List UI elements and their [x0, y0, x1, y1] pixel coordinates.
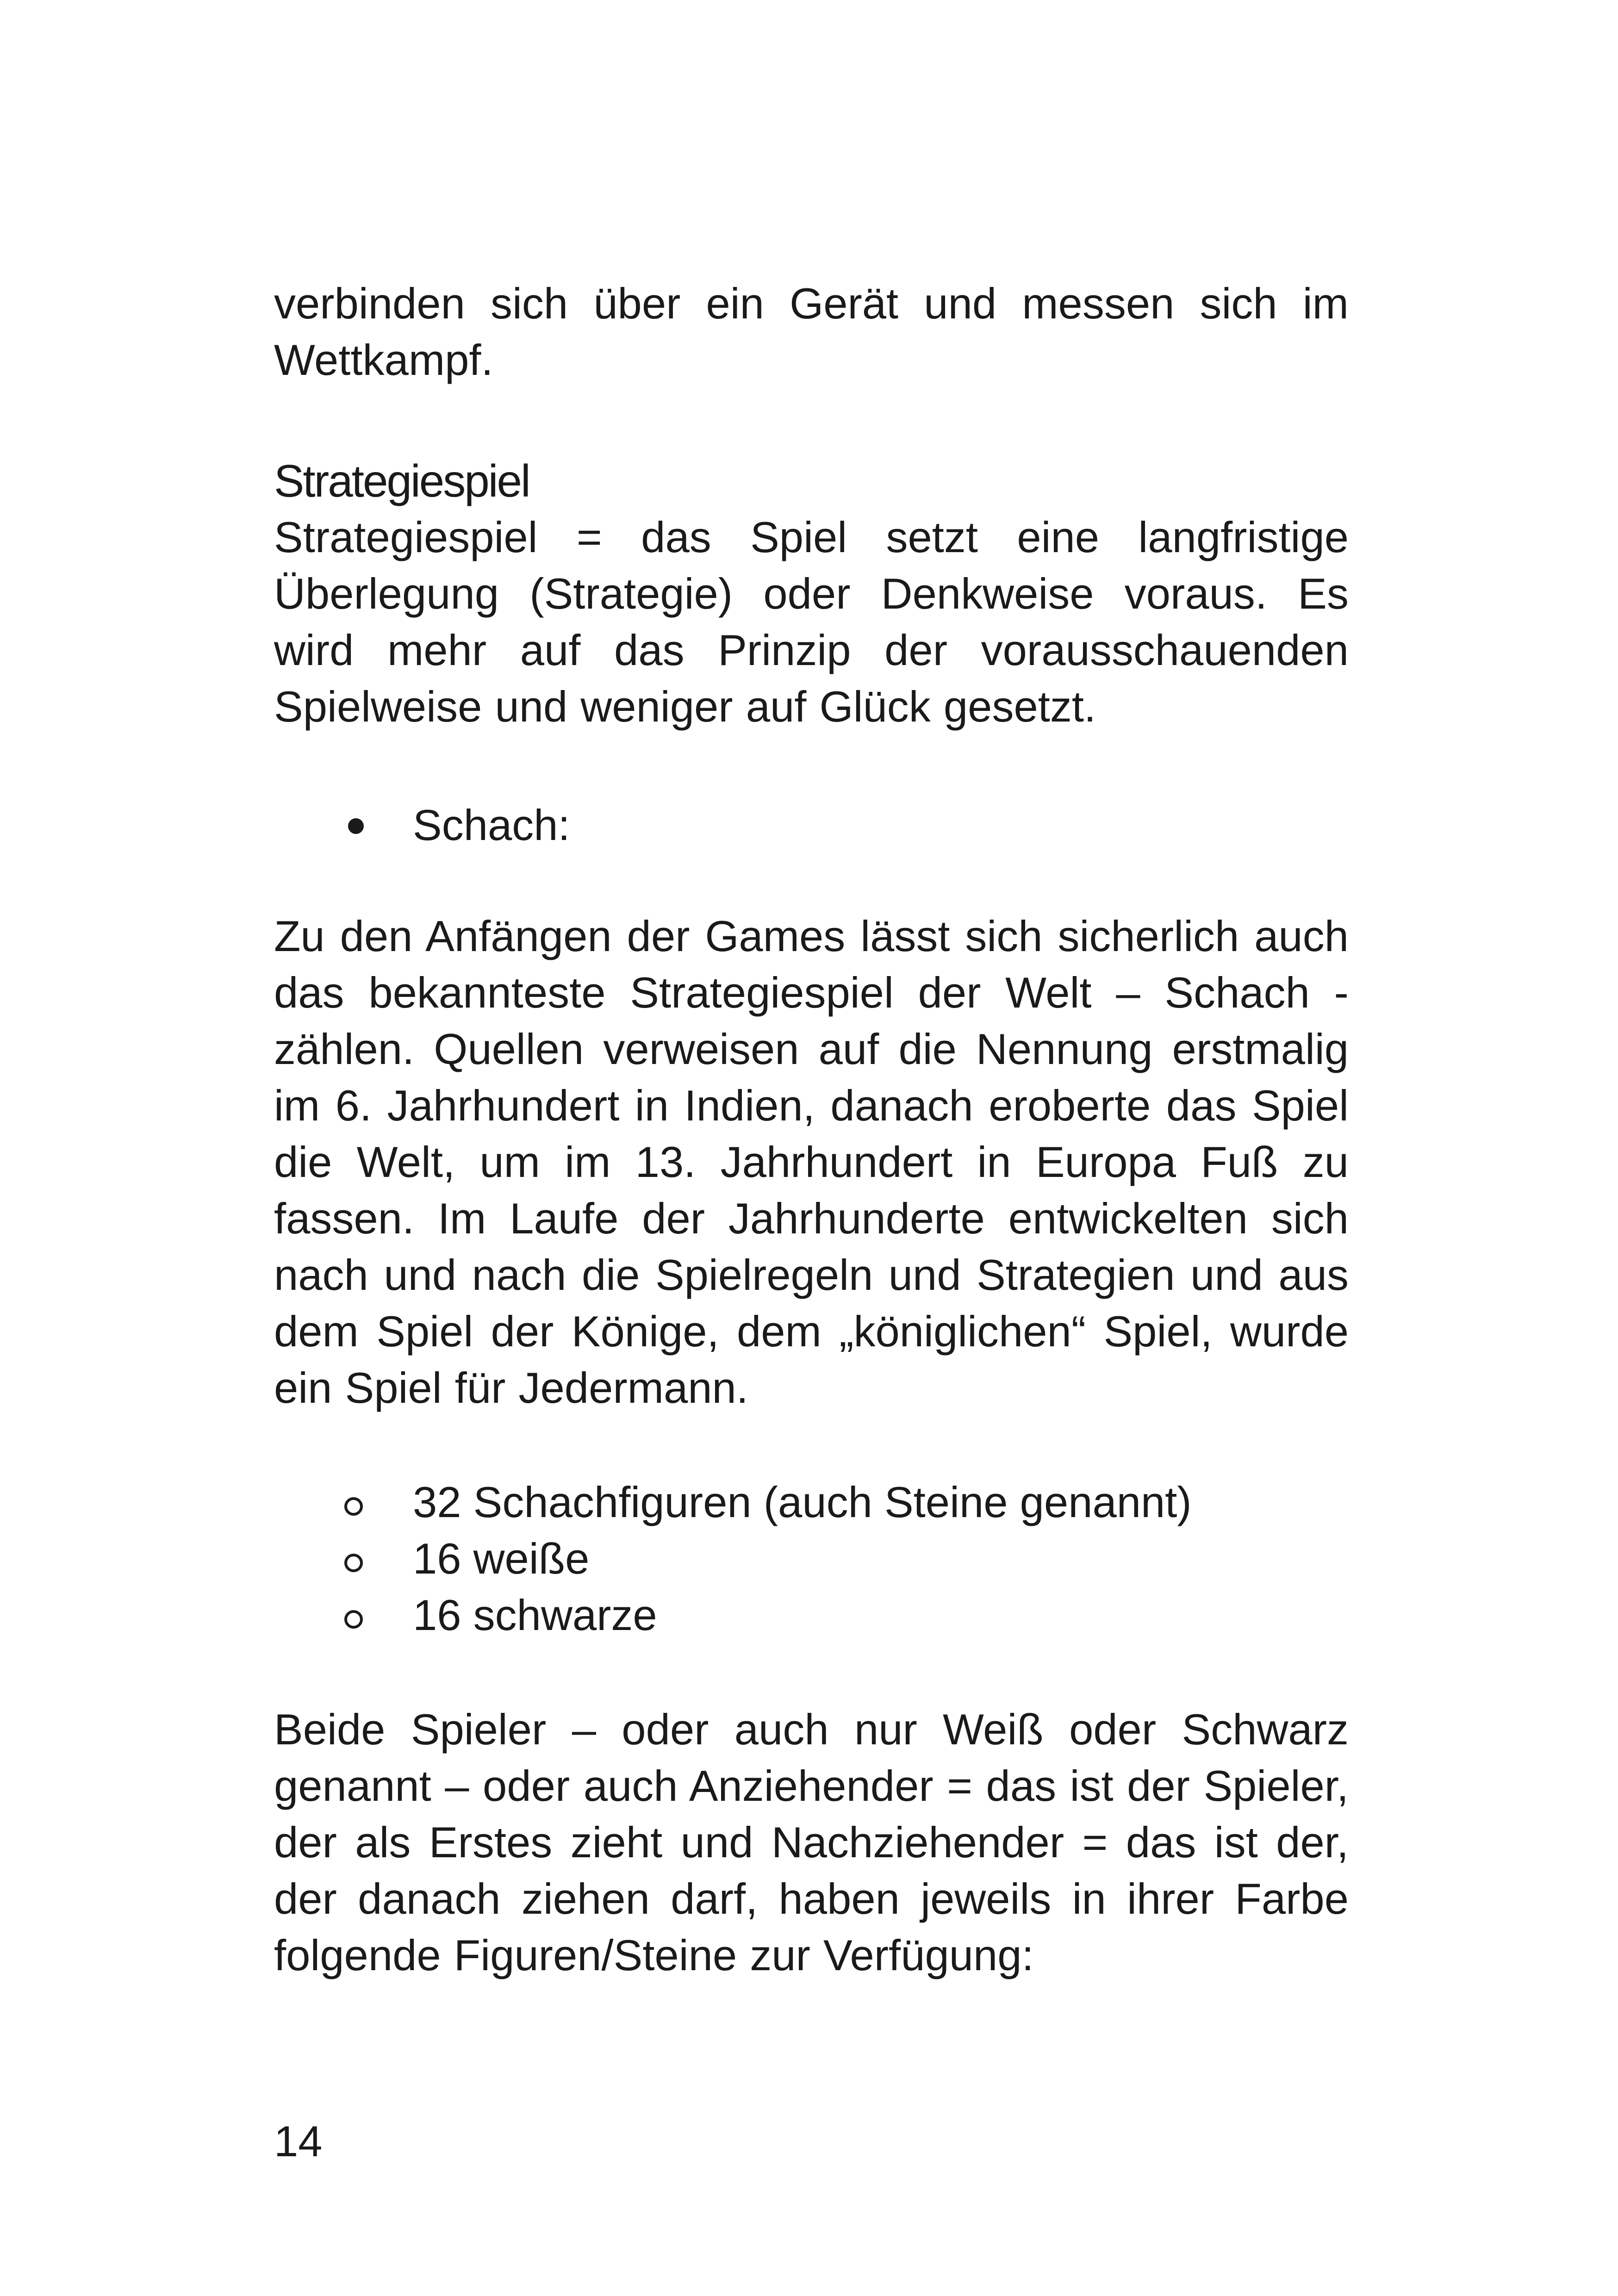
list-item — [274, 1474, 1192, 1531]
bullet-icon — [348, 818, 364, 834]
sub-item-label: 32 Schachfiguren (auch Steine genannt) — [413, 1478, 1192, 1526]
list-item — [274, 1587, 1192, 1643]
bullet-list — [274, 797, 570, 853]
section-heading: Strategiespiel — [274, 455, 529, 506]
page-number: 14 — [274, 2117, 323, 2165]
sub-list — [274, 1474, 1192, 1643]
list-item — [274, 1531, 1192, 1587]
definition-paragraph: Strategiespiel = das Spiel setzt eine langfristige Überlegung (Strategie) oder Denkweise voraus. Es wird mehr auf das Prinzip der vorausschauenden Spielweise und weniger auf Glück gesetzt. — [274, 513, 1349, 731]
circle-bullet-icon — [344, 1610, 363, 1629]
sub-item-label: 16 weiße — [413, 1534, 590, 1583]
intro-paragraph: verbinden sich über ein Gerät und messen sich im Wettkampf. — [274, 279, 1349, 384]
bullet-item-label: Schach: — [413, 801, 570, 849]
list-item — [274, 797, 570, 853]
history-paragraph: Zu den Anfängen der Games lässt sich sicherlich auch das bekannteste Strategiespiel der Welt – Schach - zählen. Quellen verweisen auf die Nennung erstmalig im 6. Jahrhundert in Indien, danach eroberte das Spiel die Welt, um im 13. Jahrhundert in Europa Fuß zu fassen. Im Laufe der Jahrhunderte entwickelten sich nach und nach die Spielregeln und Strategien und aus dem Spiel der Könige, dem „königlichen“ Spiel, wurde ein Spiel für Jedermann. — [274, 912, 1349, 1412]
circle-bullet-icon — [344, 1497, 363, 1516]
circle-bullet-icon — [344, 1554, 363, 1572]
sub-item-label: 16 schwarze — [413, 1591, 657, 1639]
players-paragraph: Beide Spieler – oder auch nur Weiß oder Schwarz genannt – oder auch Anziehender = das ist der Spieler, der als Erstes zieht und Nachziehender = das ist der, der danach ziehen darf, haben jeweils in ihrer Farbe folgende Figuren/Steine zur Verfügung: — [274, 1705, 1349, 1979]
